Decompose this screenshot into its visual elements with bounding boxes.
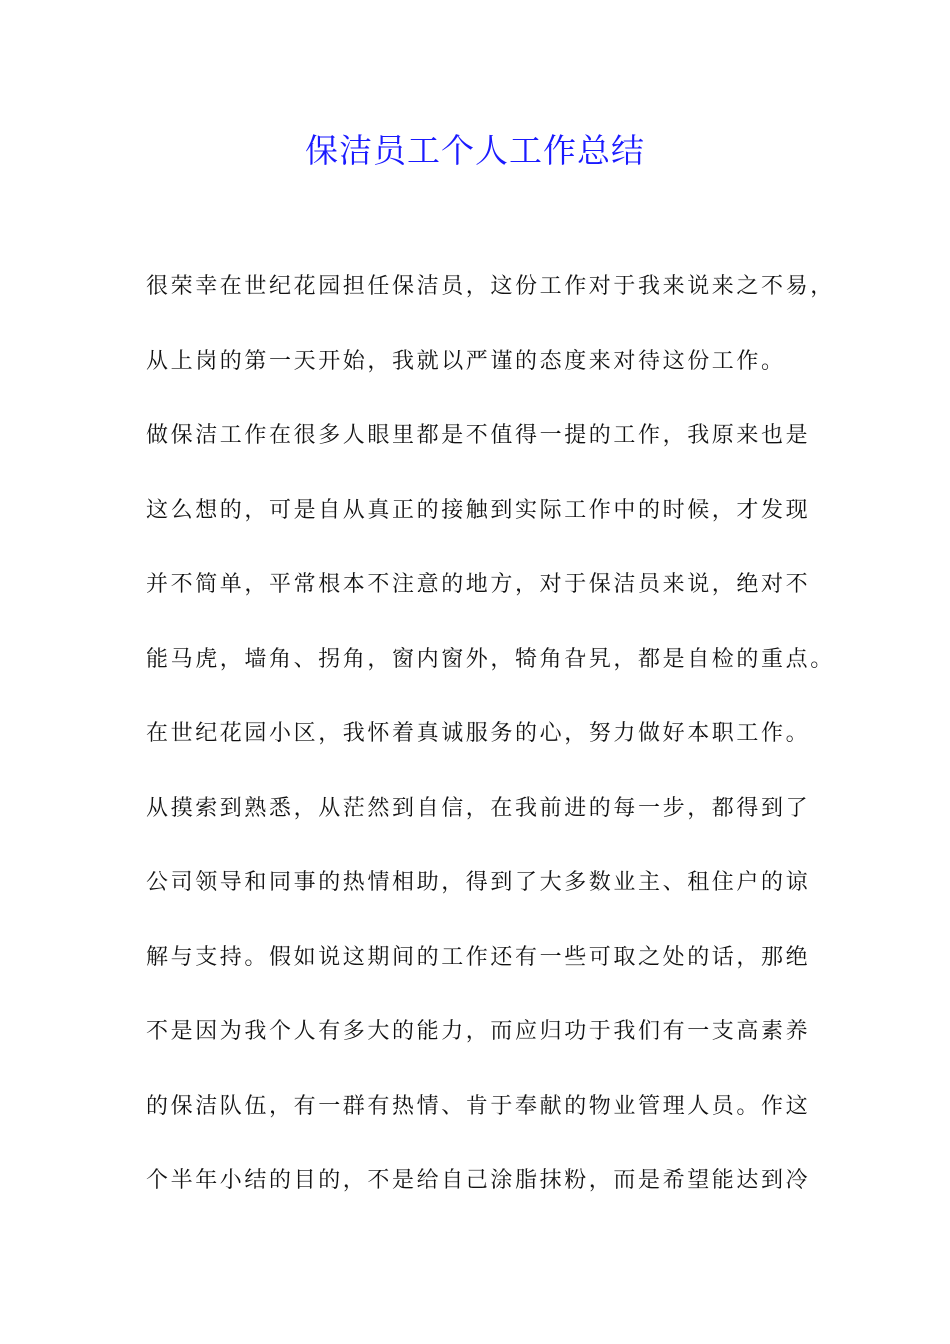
body-line: 能马虎，墙角、拐角，窗内窗外，犄角旮旯，都是自检的重点。: [146, 646, 835, 672]
body-line: 公司领导和同事的热情相助，得到了大多数业主、租住户的谅: [146, 870, 811, 895]
body-line: 不是因为我个人有多大的能力，而应归功于我们有一支高素养: [146, 1019, 811, 1044]
body-line: 的保洁队伍，有一群有热情、肯于奉献的物业管理人员。作这: [146, 1093, 811, 1119]
document-body: [146, 262, 836, 1231]
body-line: 做保洁工作在很多人眼里都是不值得一提的工作，我原来也是: [146, 423, 811, 448]
body-line: 从上岗的第一天开始，我就以严谨的态度来对待这份工作。: [146, 348, 786, 374]
body-line: 解与支持。假如说这期间的工作还有一些可取之处的话，那绝: [146, 944, 811, 970]
body-line: 并不简单，平常根本不注意的地方，对于保洁员来说，绝对不: [146, 572, 811, 597]
body-line: 在世纪花园小区，我怀着真诚服务的心，努力做好本职工作。: [146, 721, 811, 746]
body-line: 很荣幸在世纪花园担任保洁员，这份工作对于我来说来之不易，: [146, 274, 835, 299]
document-title: 保洁员工个人工作总结: [305, 131, 645, 170]
body-line: 个半年小结的目的，不是给自己涂脂抹粉，而是希望能达到冷: [146, 1168, 811, 1193]
body-line: 从摸索到熟悉，从茫然到自信，在我前进的每一步，都得到了: [146, 795, 811, 821]
body-line: 这么想的，可是自从真正的接触到实际工作中的时候，才发现: [146, 497, 811, 523]
